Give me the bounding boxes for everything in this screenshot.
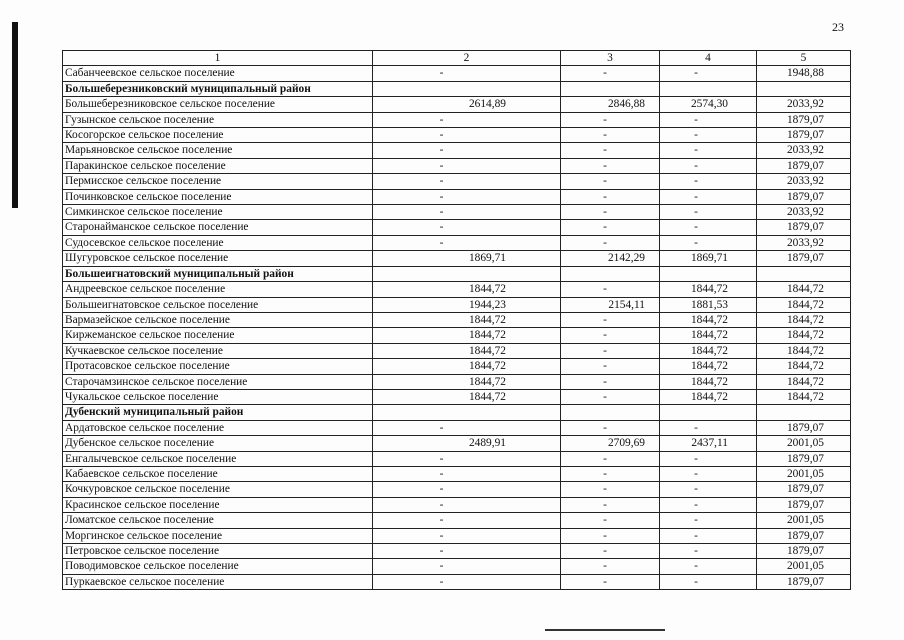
empty-cell bbox=[373, 266, 561, 281]
value-col-2: - bbox=[373, 497, 561, 512]
value-col-2: 1844,72 bbox=[373, 374, 561, 389]
empty-cell bbox=[757, 405, 851, 420]
value-col-3: - bbox=[561, 359, 660, 374]
settlement-name: Кочкуровское сельское поселение bbox=[63, 482, 373, 497]
value-col-4: - bbox=[660, 158, 757, 173]
value-col-5: 1879,07 bbox=[757, 158, 851, 173]
value-col-3: 2709,69 bbox=[561, 436, 660, 451]
settlement-name: Починковское сельское поселение bbox=[63, 189, 373, 204]
table-row bbox=[63, 359, 851, 374]
settlement-name: Судосевское сельское поселение bbox=[63, 235, 373, 250]
table-header-row bbox=[63, 51, 851, 66]
value-col-2: - bbox=[373, 482, 561, 497]
table-row bbox=[63, 574, 851, 589]
value-col-5: 2033,92 bbox=[757, 97, 851, 112]
value-col-5: 1879,07 bbox=[757, 251, 851, 266]
settlement-name: Ардатовское сельское поселение bbox=[63, 420, 373, 435]
value-col-4: 1844,72 bbox=[660, 389, 757, 404]
value-col-3: - bbox=[561, 544, 660, 559]
value-col-4: - bbox=[660, 482, 757, 497]
table-row bbox=[63, 235, 851, 250]
value-col-5: 2033,92 bbox=[757, 235, 851, 250]
value-col-4: 1844,72 bbox=[660, 359, 757, 374]
value-col-5: 1948,88 bbox=[757, 66, 851, 81]
value-col-3: - bbox=[561, 574, 660, 589]
value-col-4: 1844,72 bbox=[660, 282, 757, 297]
value-col-2: - bbox=[373, 513, 561, 528]
settlement-name: Косогорское сельское поселение bbox=[63, 128, 373, 143]
settlement-name: Чукальское сельское поселение bbox=[63, 389, 373, 404]
value-col-5: 1879,07 bbox=[757, 420, 851, 435]
table-row bbox=[63, 205, 851, 220]
table-row bbox=[63, 158, 851, 173]
district-heading-row bbox=[63, 81, 851, 96]
value-col-3: - bbox=[561, 189, 660, 204]
value-col-4: - bbox=[660, 513, 757, 528]
table-row bbox=[63, 374, 851, 389]
header-col-2: 2 bbox=[373, 51, 561, 66]
value-col-5: 1879,07 bbox=[757, 544, 851, 559]
district-name: Большеигнатовский муниципальный район bbox=[63, 266, 373, 281]
value-col-5: 1879,07 bbox=[757, 112, 851, 127]
value-col-4: - bbox=[660, 528, 757, 543]
table-row bbox=[63, 97, 851, 112]
header-col-5: 5 bbox=[757, 51, 851, 66]
settlement-name: Красинское сельское поселение bbox=[63, 497, 373, 512]
table-row bbox=[63, 559, 851, 574]
value-col-2: - bbox=[373, 544, 561, 559]
value-col-4: - bbox=[660, 128, 757, 143]
table-row bbox=[63, 251, 851, 266]
value-col-5: 2001,05 bbox=[757, 466, 851, 481]
district-name: Большеберезниковский муниципальный район bbox=[63, 81, 373, 96]
value-col-4: - bbox=[660, 451, 757, 466]
district-name: Дубенский муниципальный район bbox=[63, 405, 373, 420]
value-col-5: 1844,72 bbox=[757, 328, 851, 343]
district-heading-row bbox=[63, 266, 851, 281]
value-col-2: 2614,89 bbox=[373, 97, 561, 112]
value-col-2: - bbox=[373, 189, 561, 204]
value-col-3: - bbox=[561, 312, 660, 327]
value-col-2: - bbox=[373, 220, 561, 235]
table-row bbox=[63, 497, 851, 512]
settlement-name: Ломатское сельское поселение bbox=[63, 513, 373, 528]
value-col-3: - bbox=[561, 451, 660, 466]
empty-cell bbox=[373, 81, 561, 96]
table-row bbox=[63, 420, 851, 435]
settlement-name: Пермисское сельское поселение bbox=[63, 174, 373, 189]
table-row bbox=[63, 282, 851, 297]
value-col-5: 1879,07 bbox=[757, 451, 851, 466]
value-col-4: - bbox=[660, 466, 757, 481]
value-col-4: 2574,30 bbox=[660, 97, 757, 112]
value-col-3: - bbox=[561, 220, 660, 235]
value-col-3: - bbox=[561, 389, 660, 404]
value-col-3: - bbox=[561, 235, 660, 250]
value-col-4: 2437,11 bbox=[660, 436, 757, 451]
value-col-2: 1844,72 bbox=[373, 282, 561, 297]
value-col-5: 2033,92 bbox=[757, 143, 851, 158]
settlement-name: Большеигнатовское сельское поселение bbox=[63, 297, 373, 312]
empty-cell bbox=[757, 81, 851, 96]
value-col-4: - bbox=[660, 559, 757, 574]
value-col-4: 1844,72 bbox=[660, 312, 757, 327]
scan-edge-mark bbox=[12, 22, 18, 208]
value-col-4: - bbox=[660, 574, 757, 589]
value-col-5: 1844,72 bbox=[757, 359, 851, 374]
empty-cell bbox=[373, 405, 561, 420]
settlement-name: Паракинское сельское поселение bbox=[63, 158, 373, 173]
value-col-3: - bbox=[561, 482, 660, 497]
settlement-name: Старочамзинское сельское поселение bbox=[63, 374, 373, 389]
value-col-5: 2033,92 bbox=[757, 174, 851, 189]
value-col-2: - bbox=[373, 174, 561, 189]
table-row bbox=[63, 312, 851, 327]
table-row bbox=[63, 466, 851, 481]
settlement-name: Андреевское сельское поселение bbox=[63, 282, 373, 297]
value-col-4: 1844,72 bbox=[660, 328, 757, 343]
settlement-name: Поводимовское сельское поселение bbox=[63, 559, 373, 574]
empty-cell bbox=[561, 266, 660, 281]
value-col-5: 2033,92 bbox=[757, 205, 851, 220]
value-col-3: 2846,88 bbox=[561, 97, 660, 112]
value-col-5: 1844,72 bbox=[757, 389, 851, 404]
value-col-3: 2142,29 bbox=[561, 251, 660, 266]
value-col-2: - bbox=[373, 528, 561, 543]
value-col-2: 1844,72 bbox=[373, 389, 561, 404]
settlement-name: Старонайманское сельское поселение bbox=[63, 220, 373, 235]
value-col-4: - bbox=[660, 143, 757, 158]
empty-cell bbox=[561, 81, 660, 96]
settlement-name: Марьяновское сельское поселение bbox=[63, 143, 373, 158]
table-row bbox=[63, 220, 851, 235]
value-col-3: - bbox=[561, 466, 660, 481]
value-col-4: 1844,72 bbox=[660, 343, 757, 358]
value-col-5: 1844,72 bbox=[757, 297, 851, 312]
value-col-3: - bbox=[561, 174, 660, 189]
value-col-5: 1844,72 bbox=[757, 282, 851, 297]
value-col-4: - bbox=[660, 497, 757, 512]
value-col-2: - bbox=[373, 235, 561, 250]
value-col-5: 1879,07 bbox=[757, 189, 851, 204]
value-col-4: - bbox=[660, 220, 757, 235]
value-col-3: - bbox=[561, 420, 660, 435]
value-col-3: - bbox=[561, 143, 660, 158]
value-col-2: - bbox=[373, 66, 561, 81]
value-col-4: - bbox=[660, 174, 757, 189]
value-col-2: - bbox=[373, 128, 561, 143]
value-col-2: - bbox=[373, 466, 561, 481]
table-row bbox=[63, 343, 851, 358]
value-col-4: 1881,53 bbox=[660, 297, 757, 312]
settlement-name: Киржеманское сельское поселение bbox=[63, 328, 373, 343]
value-col-2: - bbox=[373, 158, 561, 173]
value-col-3: - bbox=[561, 559, 660, 574]
value-col-4: - bbox=[660, 235, 757, 250]
value-col-2: - bbox=[373, 559, 561, 574]
district-heading-row bbox=[63, 405, 851, 420]
table-row bbox=[63, 297, 851, 312]
value-col-4: - bbox=[660, 420, 757, 435]
empty-cell bbox=[660, 266, 757, 281]
value-col-2: - bbox=[373, 420, 561, 435]
header-col-4: 4 bbox=[660, 51, 757, 66]
empty-cell bbox=[757, 266, 851, 281]
value-col-5: 2001,05 bbox=[757, 559, 851, 574]
value-col-2: 1844,72 bbox=[373, 312, 561, 327]
settlement-name: Пуркаевское сельское поселение bbox=[63, 574, 373, 589]
table-row bbox=[63, 189, 851, 204]
value-col-3: - bbox=[561, 282, 660, 297]
table-row bbox=[63, 544, 851, 559]
value-col-3: - bbox=[561, 343, 660, 358]
value-col-4: - bbox=[660, 544, 757, 559]
empty-cell bbox=[660, 81, 757, 96]
value-col-5: 2001,05 bbox=[757, 436, 851, 451]
page-number: 23 bbox=[832, 20, 844, 34]
value-col-5: 1879,07 bbox=[757, 220, 851, 235]
value-col-2: 1844,72 bbox=[373, 359, 561, 374]
settlement-name: Протасовское сельское поселение bbox=[63, 359, 373, 374]
value-col-5: 1879,07 bbox=[757, 128, 851, 143]
header-col-1: 1 bbox=[63, 51, 373, 66]
table-row bbox=[63, 482, 851, 497]
value-col-5: 1844,72 bbox=[757, 343, 851, 358]
value-col-2: - bbox=[373, 143, 561, 158]
value-col-3: - bbox=[561, 112, 660, 127]
value-col-3: - bbox=[561, 497, 660, 512]
value-col-3: 2154,11 bbox=[561, 297, 660, 312]
value-col-2: 1869,71 bbox=[373, 251, 561, 266]
table-row bbox=[63, 528, 851, 543]
tariff-table bbox=[62, 50, 851, 590]
settlement-name: Большеберезниковское сельское поселение bbox=[63, 97, 373, 112]
value-col-3: - bbox=[561, 158, 660, 173]
value-col-2: 2489,91 bbox=[373, 436, 561, 451]
value-col-3: - bbox=[561, 528, 660, 543]
settlement-name: Симкинское сельское поселение bbox=[63, 205, 373, 220]
table-row bbox=[63, 112, 851, 127]
value-col-2: 1844,72 bbox=[373, 343, 561, 358]
settlement-name: Кабаевское сельское поселение bbox=[63, 466, 373, 481]
header-col-3: 3 bbox=[561, 51, 660, 66]
value-col-3: - bbox=[561, 328, 660, 343]
settlement-name: Шугуровское сельское поселение bbox=[63, 251, 373, 266]
value-col-4: - bbox=[660, 66, 757, 81]
value-col-5: 2001,05 bbox=[757, 513, 851, 528]
value-col-4: - bbox=[660, 205, 757, 220]
value-col-5: 1879,07 bbox=[757, 574, 851, 589]
table-row bbox=[63, 328, 851, 343]
value-col-5: 1879,07 bbox=[757, 482, 851, 497]
table-row bbox=[63, 451, 851, 466]
table-row bbox=[63, 174, 851, 189]
value-col-3: - bbox=[561, 66, 660, 81]
settlement-name: Гузынское сельское поселение bbox=[63, 112, 373, 127]
value-col-5: 1879,07 bbox=[757, 528, 851, 543]
value-col-2: - bbox=[373, 574, 561, 589]
value-col-4: - bbox=[660, 112, 757, 127]
settlement-name: Моргинское сельское поселение bbox=[63, 528, 373, 543]
page-bottom-mark bbox=[545, 629, 665, 631]
table-row bbox=[63, 143, 851, 158]
table-row bbox=[63, 513, 851, 528]
value-col-4: 1844,72 bbox=[660, 374, 757, 389]
settlement-name: Енгалычевское сельское поселение bbox=[63, 451, 373, 466]
value-col-3: - bbox=[561, 513, 660, 528]
value-col-2: - bbox=[373, 451, 561, 466]
empty-cell bbox=[660, 405, 757, 420]
settlement-name: Сабанчеевское сельское поселение bbox=[63, 66, 373, 81]
empty-cell bbox=[561, 405, 660, 420]
value-col-5: 1879,07 bbox=[757, 497, 851, 512]
value-col-5: 1844,72 bbox=[757, 312, 851, 327]
settlement-name: Вармазейское сельское поселение bbox=[63, 312, 373, 327]
table-row bbox=[63, 66, 851, 81]
settlement-name: Кучкаевское сельское поселение bbox=[63, 343, 373, 358]
value-col-2: - bbox=[373, 205, 561, 220]
value-col-4: 1869,71 bbox=[660, 251, 757, 266]
value-col-3: - bbox=[561, 205, 660, 220]
settlement-name: Петровское сельское поселение bbox=[63, 544, 373, 559]
table-row bbox=[63, 389, 851, 404]
value-col-2: 1844,72 bbox=[373, 328, 561, 343]
table-row bbox=[63, 128, 851, 143]
value-col-2: 1944,23 bbox=[373, 297, 561, 312]
value-col-3: - bbox=[561, 374, 660, 389]
table-row bbox=[63, 436, 851, 451]
value-col-2: - bbox=[373, 112, 561, 127]
value-col-5: 1844,72 bbox=[757, 374, 851, 389]
value-col-3: - bbox=[561, 128, 660, 143]
value-col-4: - bbox=[660, 189, 757, 204]
settlement-name: Дубенское сельское поселение bbox=[63, 436, 373, 451]
